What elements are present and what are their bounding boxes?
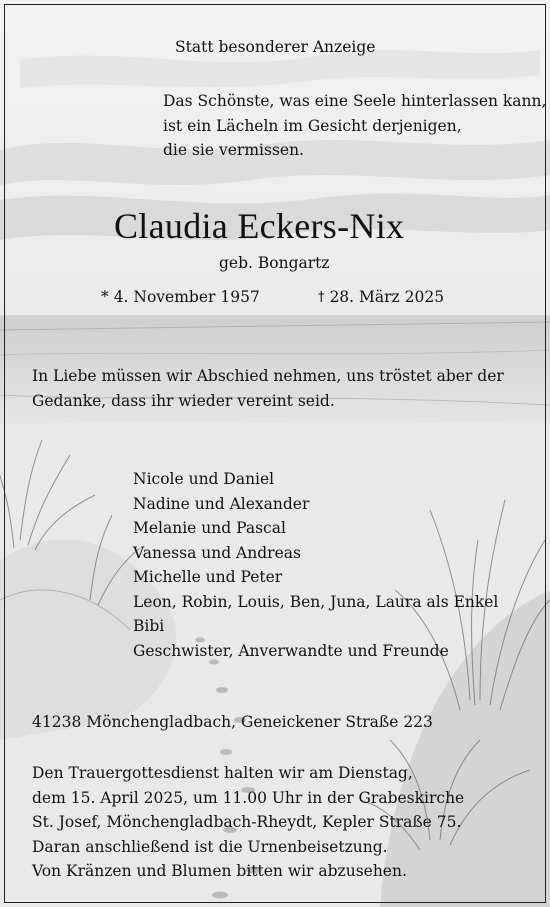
birth-symbol: * xyxy=(101,288,109,306)
farewell-line: Gedanke, dass ihr wieder vereint seid. xyxy=(32,391,335,410)
service-line: St. Josef, Mönchengladbach-Rheydt, Kepler Straße 75. xyxy=(32,813,462,831)
address: 41238 Mönchengladbach, Geneickener Straße 223 xyxy=(32,713,433,731)
mourner: Melanie und Pascal xyxy=(133,519,286,537)
mourner: Michelle und Peter xyxy=(133,568,283,586)
quote-line: die sie vermissen. xyxy=(163,141,304,159)
mourner: Nadine und Alexander xyxy=(133,494,310,513)
deceased-name: Claudia Eckers-Nix xyxy=(114,206,405,246)
quote-line: ist ein Lächeln im Gesicht derjenigen, xyxy=(163,116,462,135)
birth-date xyxy=(101,285,260,310)
birth-date-value: 4. November 1957 xyxy=(113,288,260,306)
service-line: dem 15. April 2025, um 11.00 Uhr in der Grabeskirche xyxy=(32,788,465,807)
death-date-value: 28. März 2025 xyxy=(329,288,445,306)
service-line: Von Kränzen und Blumen bitten wir abzusehen. xyxy=(32,862,407,880)
mourner: Bibi xyxy=(133,617,165,635)
cross-icon: † xyxy=(318,290,325,305)
quote xyxy=(163,89,546,163)
service-line: Daran anschließend ist die Urnenbeisetzung. xyxy=(32,837,388,856)
mourner: Geschwister, Anverwandte und Freunde xyxy=(133,641,449,660)
mourner: Nicole und Daniel xyxy=(133,470,275,488)
mourners-list xyxy=(133,467,498,663)
service-line: Den Trauergottesdienst halten wir am Dienstag, xyxy=(32,764,413,782)
birth-name: geb. Bongartz xyxy=(219,254,330,272)
notice-label: Statt besonderer Anzeige xyxy=(175,38,376,56)
farewell-line: In Liebe müssen wir Abschied nehmen, uns tröstet aber der xyxy=(32,367,504,385)
mourner: Leon, Robin, Louis, Ben, Juna, Laura als Enkel xyxy=(133,592,499,611)
mourner: Vanessa und Andreas xyxy=(133,543,301,562)
quote-line: Das Schönste, was eine Seele hinterlassen kann, xyxy=(163,92,547,110)
service-info xyxy=(32,761,464,884)
death-date xyxy=(318,285,444,311)
farewell-text xyxy=(32,364,504,413)
